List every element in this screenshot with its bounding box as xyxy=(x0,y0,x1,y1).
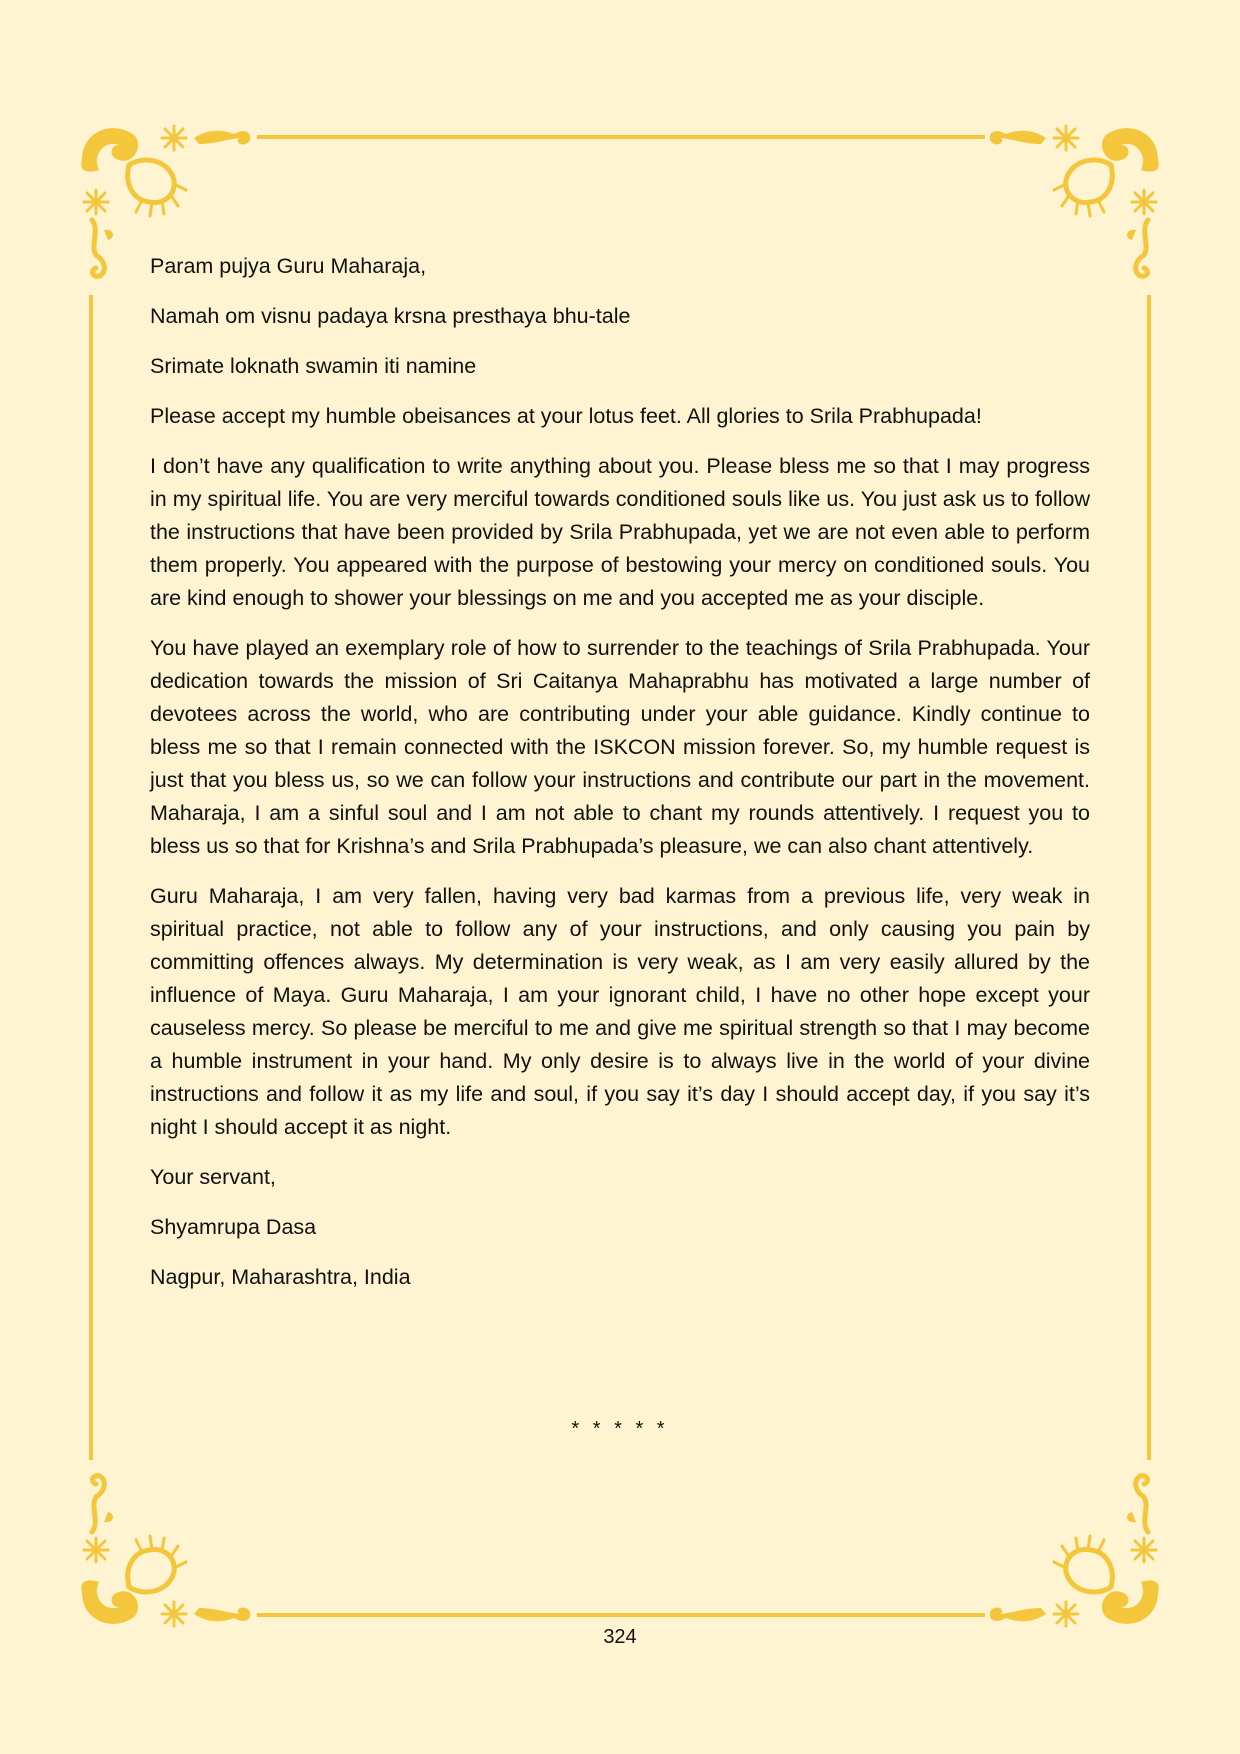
border-bottom-line xyxy=(257,1613,985,1617)
border-top-line xyxy=(257,135,985,139)
greeting: Please accept my humble obeisances at your lotus feet. All glories to Srila Prabhupada! xyxy=(150,404,982,428)
invocation-line-2: Srimate loknath swamin iti namine xyxy=(150,354,477,378)
paragraph: Guru Maharaja, I am very fallen, having very bad karmas from a previous life, very weak in spiritual practice, not able to follow any of your instructions, and only causing you pain by committing offences always. My determination is very weak, as I am very easily allured by the influence of Maya. Guru Maharaja, I am your ignorant child, I have no other hope except your causeless mercy. So please be merciful to me and give me spiritual strength so that I may become a humble instrument in your hand. My only desire is to always live in the world of your divine instructions and follow it as my life and soul, if you say it’s day I should accept day, if you say it’s night I should accept it as night. xyxy=(150,884,1090,1139)
invocation-line-1: Namah om visnu padaya krsna presthaya bhu-tale xyxy=(150,304,631,328)
paragraph: You have played an exemplary role of how to surrender to the teachings of Srila Prabhupada. Your dedication towards the mission of Sri Caitanya Mahaprabhu has motivated a large number of devotees across the world, who are contributing under your able guidance. Kindly continue to bless me so that I remain connected with the ISKCON mission forever. So, my humble request is just that you bless us, so we can follow your instructions and contribute our part in the movement. Maharaja, I am a sinful soul and I am not able to chant my rounds attentively. I request you to bless us so that for Krishna’s and Srila Prabhupada’s pleasure, we can also chant attentively. xyxy=(150,636,1090,858)
section-separator: * * * * * xyxy=(571,1418,669,1440)
letter-body xyxy=(150,250,1090,1311)
paragraph: I don’t have any qualification to write anything about you. Please bless me so that I may progress in my spiritual life. You are very merciful towards conditioned souls like us. You just ask us to follow the instructions that have been provided by Srila Prabhupada, yet we are not even able to perform them properly. You appeared with the purpose of bestowing your mercy on conditioned souls. You are kind enough to shower your blessings on me and you accepted me as your disciple. xyxy=(150,454,1090,610)
author-name: Shyamrupa Dasa xyxy=(150,1215,317,1239)
corner-ornament-icon xyxy=(986,1472,1166,1632)
corner-ornament-icon xyxy=(74,1472,254,1632)
closing: Your servant, xyxy=(150,1165,276,1189)
border-left-line xyxy=(89,295,93,1460)
author-location: Nagpur, Maharashtra, India xyxy=(150,1265,411,1289)
border-right-line xyxy=(1147,295,1151,1460)
salutation: Param pujya Guru Maharaja, xyxy=(150,254,427,278)
page-number: 324 xyxy=(603,1626,637,1648)
